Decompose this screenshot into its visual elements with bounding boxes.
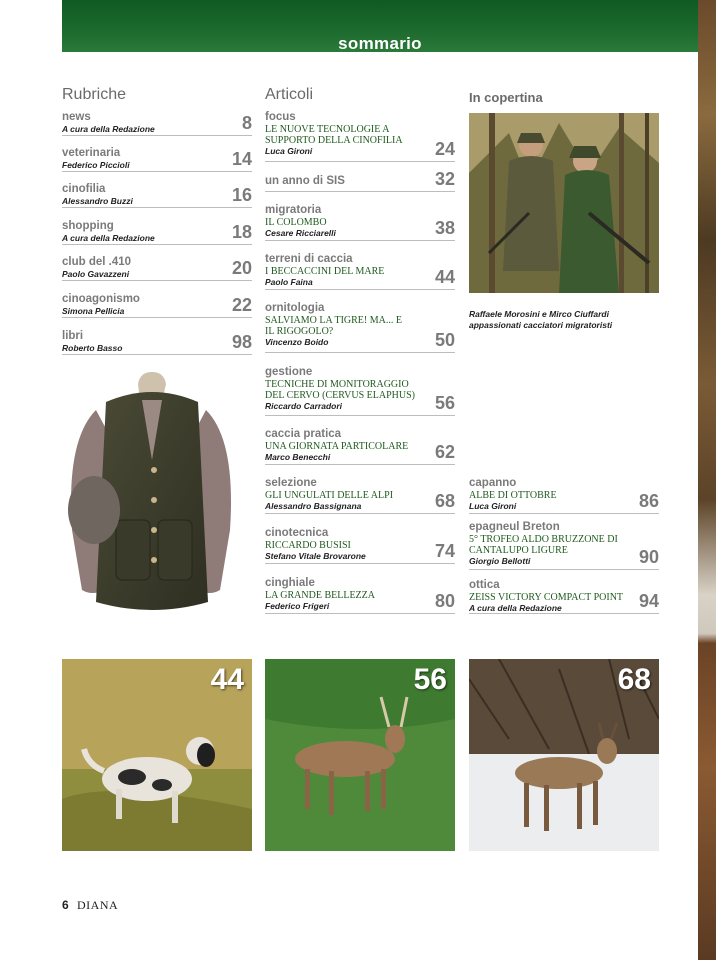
rubrica-entry[interactable] (62, 293, 252, 318)
cover-caption-line2: appassionati cacciatori migratoristi (469, 320, 613, 330)
entry-author: A cura della Redazione (62, 124, 155, 134)
entry-page: 50 (434, 330, 455, 350)
entry-headline: UNA GIORNATA PARTICOLARE (265, 441, 409, 452)
cover-caption-line1: Raffaele Morosini e Mirco Ciuffardi (469, 309, 609, 319)
rubrica-entry[interactable] (62, 220, 252, 245)
entry-author: Alessandro Bassignana (265, 501, 362, 511)
entry-page: 74 (434, 541, 455, 561)
entry-page: 18 (231, 222, 252, 242)
entry-page: 14 (231, 149, 252, 169)
entry-page: 90 (638, 547, 659, 567)
entry-category: ottica (469, 579, 500, 591)
right-entry[interactable] (469, 477, 659, 514)
entry-page: 98 (231, 332, 252, 352)
cover-photo (469, 113, 659, 293)
entry-headline: ZEISS VICTORY COMPACT POINT (469, 592, 624, 603)
articolo-entry[interactable] (265, 169, 455, 192)
entry-page: 20 (231, 258, 252, 278)
entry-author: Giorgio Bellotti (469, 556, 531, 566)
rubrica-entry[interactable] (62, 111, 252, 136)
photo-dog[interactable] (62, 659, 252, 851)
entry-page: 38 (434, 218, 455, 238)
rubrica-entry[interactable] (62, 183, 252, 208)
entry-category: selezione (265, 477, 317, 489)
entry-headline: LE NUOVE TECNOLOGIE A SUPPORTO DELLA CINOFILIA (265, 124, 403, 146)
rubriche-title: Rubriche (62, 86, 127, 103)
entry-page: 44 (434, 267, 455, 287)
entry-author: Cesare Ricciarelli (265, 228, 336, 238)
entry-headline: RICCARDO BUSISI (265, 540, 351, 551)
entry-category: cinotecnica (265, 527, 329, 539)
entry-page: 94 (638, 591, 659, 611)
entry-category: cinofilia (62, 183, 106, 195)
entry-author: Riccardo Carradori (265, 401, 342, 411)
entry-author: A cura della Redazione (469, 603, 562, 613)
entry-page: 8 (241, 113, 252, 133)
page-title: sommario (338, 34, 422, 53)
entry-category: shopping (62, 220, 114, 232)
entry-page: 62 (434, 442, 455, 462)
articolo-entry[interactable] (265, 253, 455, 290)
entry-category: capanno (469, 477, 517, 489)
entry-page: 56 (434, 393, 455, 413)
entry-author: Alessandro Buzzi (62, 196, 133, 206)
articolo-entry[interactable] (265, 577, 455, 614)
entry-page: 80 (434, 591, 455, 611)
header-band (62, 0, 698, 52)
right-entry[interactable] (469, 579, 659, 614)
entry-author: Luca Gironi (265, 146, 313, 156)
rubrica-entry[interactable] (62, 256, 252, 281)
entry-page: 24 (434, 139, 455, 159)
entry-page: 68 (434, 491, 455, 511)
entry-category: un anno di SIS (265, 175, 345, 187)
entry-headline: TECNICHE DI MONITORAGGIO DEL CERVO (CERVUS ELAPHUS) (265, 379, 415, 401)
entry-headline: ALBE DI OTTOBRE (469, 490, 557, 501)
entry-category: cinghiale (265, 577, 315, 589)
hunting-vest-image (56, 370, 252, 628)
articolo-entry[interactable] (265, 366, 455, 416)
entry-author: Roberto Basso (62, 343, 123, 353)
articolo-entry[interactable] (265, 111, 455, 162)
entry-author: Paolo Gavazzeni (62, 269, 130, 279)
next-page-edge (698, 0, 716, 960)
entry-author: Simona Pellicia (62, 306, 125, 316)
photo-page-number: 56 (413, 663, 447, 696)
entry-author: A cura della Redazione (62, 233, 155, 243)
entry-category: gestione (265, 366, 313, 378)
entry-page: 22 (231, 295, 252, 315)
articolo-entry[interactable] (265, 204, 455, 241)
entry-category: cinoagonismo (62, 293, 140, 305)
entry-author: Federico Frigeri (265, 601, 330, 611)
entry-category: ornitologia (265, 302, 325, 314)
right-entry[interactable] (469, 521, 659, 570)
entry-author: Vincenzo Boido (265, 337, 329, 347)
entry-category: focus (265, 111, 296, 123)
entry-headline: GLI UNGULATI DELLE ALPI (265, 490, 394, 501)
entry-category: caccia pratica (265, 428, 342, 440)
articolo-entry[interactable] (265, 477, 455, 514)
entry-author: Paolo Faina (265, 277, 313, 287)
articolo-entry[interactable] (265, 302, 455, 353)
entry-category: news (62, 111, 91, 123)
articolo-entry[interactable] (265, 527, 455, 564)
photo-roe-deer-snow[interactable] (469, 659, 659, 851)
entry-author: Luca Gironi (469, 501, 517, 511)
entry-category: terreni di caccia (265, 253, 353, 265)
entry-author: Federico Piccioli (62, 160, 130, 170)
entry-author: Stefano Vitale Brovarone (265, 551, 366, 561)
copertina-title: In copertina (469, 90, 543, 105)
entry-category: migratoria (265, 204, 322, 216)
entry-headline: SALVIAMO LA TIGRE! MA... E IL RIGOGOLO? (265, 315, 402, 337)
photo-deer-stag[interactable] (265, 659, 455, 851)
entry-author: Marco Benecchi (265, 452, 331, 462)
photo-page-number: 68 (617, 663, 651, 696)
folio-page-number: 6 (62, 898, 69, 912)
entry-headline: IL COLOMBO (265, 217, 327, 228)
entry-category: libri (62, 330, 84, 342)
entry-headline: LA GRANDE BELLEZZA (265, 590, 375, 601)
entry-page: 86 (638, 491, 659, 511)
rubrica-entry[interactable] (62, 147, 252, 172)
magazine-name: DIANA (77, 898, 119, 912)
entry-headline: I BECCACCINI DEL MARE (265, 266, 385, 277)
entry-page: 32 (434, 169, 455, 189)
photo-page-number: 44 (210, 663, 244, 696)
entry-category: club del .410 (62, 256, 132, 268)
entry-headline: 5° TROFEO ALDO BRUZZONE DI CANTALUPO LIGURE (469, 534, 618, 556)
entry-category: epagneul Breton (469, 521, 560, 533)
articoli-title: Articoli (265, 86, 314, 103)
articolo-entry[interactable] (265, 428, 455, 465)
entry-page: 16 (231, 185, 252, 205)
rubrica-entry[interactable] (62, 330, 252, 355)
entry-category: veterinaria (62, 147, 121, 159)
